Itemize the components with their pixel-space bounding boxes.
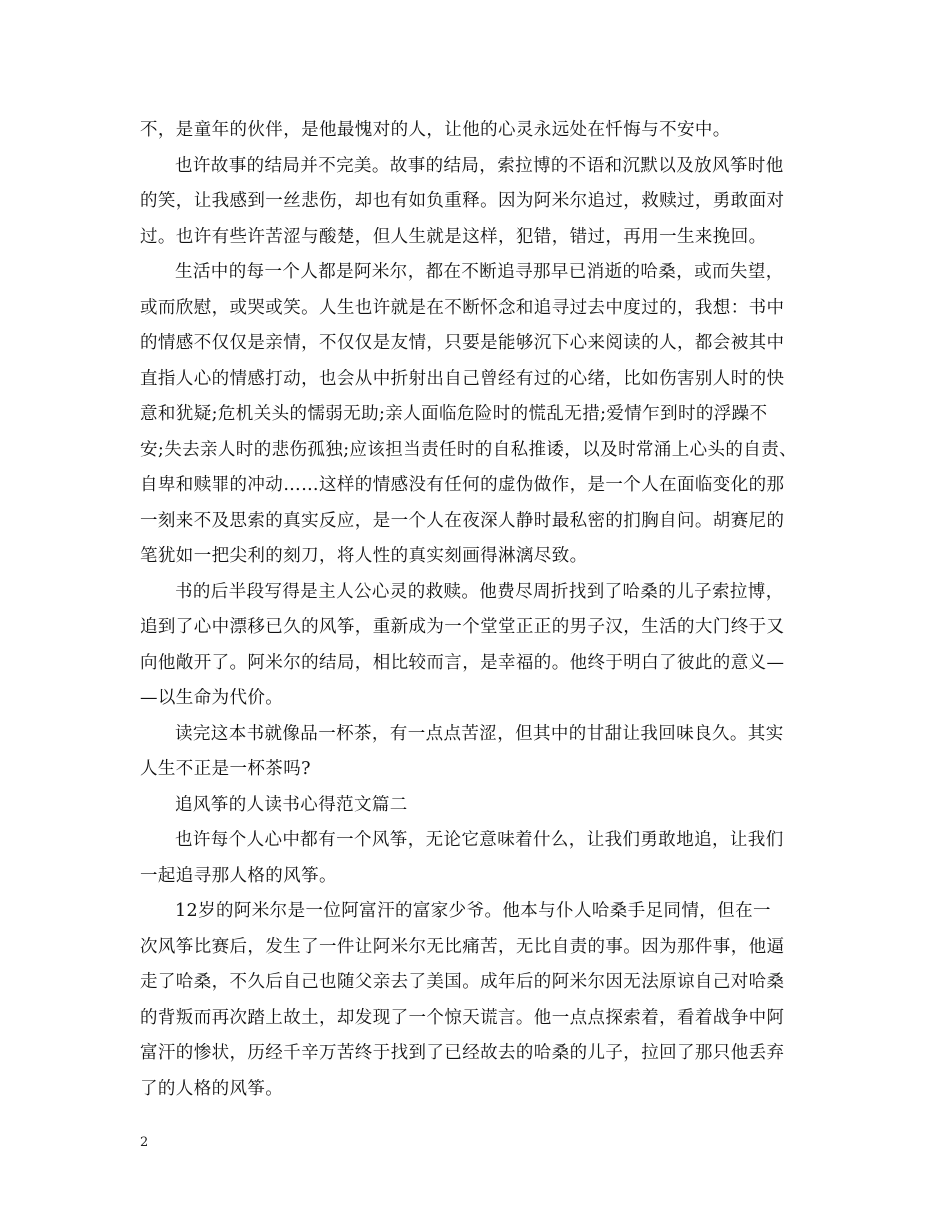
text-line: 或而欣慰，或哭或笑。人生也许就是在不断怀念和追寻过去中度过的，我想：书中 [140,298,785,318]
text-line: 自卑和赎罪的冲动……这样的情感没有任何的虚伪做作，是一个人在面临变化的那 [140,475,785,495]
text-line: 安;失去亲人时的悲伤孤独;应该担当责任时的自私推诿，以及时常涌上心头的自责、 [140,440,797,460]
text-line: 也许每个人心中都有一个风筝，无论它意味着什么，让我们勇敢地追，让我们 [175,830,784,850]
text-line: 笔犹如一把尖利的刻刀，将人性的真实刻画得淋漓尽致。 [140,546,588,566]
text-line: 意和犹疑;危机关头的懦弱无助;亲人面临危险时的慌乱无措;爱情乍到时的浮躁不 [140,404,768,424]
page-number: 2 [140,1135,149,1150]
section-heading: 追风筝的人读书心得范文篇二 [175,795,408,815]
text-line: 一刻来不及思索的真实反应，是一个人在夜深人静时最私密的扪胸自问。胡赛尼的 [140,511,785,531]
text-line: 的笑，让我感到一丝悲伤，却也有如负重释。因为阿米尔追过，救赎过，勇敢面对 [140,191,785,211]
text-line: 书的后半段写得是主人公心灵的救赎。他费尽周折找到了哈桑的儿子索拉博， [175,582,784,602]
text-line: 走了哈桑，不久后自己也随父亲去了美国。成年后的阿米尔因无法原谅自己对哈桑 [140,972,785,992]
text-line: 次风筝比赛后，发生了一件让阿米尔无比痛苦，无比自责的事。因为那件事，他逼 [140,937,785,957]
text-line: 直指人心的情感打动，也会从中折射出自己曾经有过的心绪，比如伤害别人时的快 [140,369,785,389]
text-line: 向他敞开了。阿米尔的结局，相比较而言，是幸福的。他终于明白了彼此的意义— [140,653,785,673]
text-line: 生活中的每一个人都是阿米尔，都在不断追寻那早已消逝的哈桑，或而失望， [175,262,784,282]
text-line: —以生命为代价。 [140,688,284,708]
text-line: 追到了心中漂移已久的风筝，重新成为一个堂堂正正的男子汉，生活的大门终于又 [140,617,785,637]
text-line: 一起追寻那人格的风筝。 [140,866,337,886]
text-line: 人生不正是一杯茶吗? [140,759,311,779]
text-line: 读完这本书就像品一杯茶，有一点点苦涩，但其中的甘甜让我回味良久。其实 [175,724,784,744]
text-line: 过。也许有些许苦涩与酸楚，但人生就是这样，犯错，错过，再用一生来挽回。 [140,227,767,247]
text-line: 不，是童年的伙伴，是他最愧对的人，让他的心灵永远处在忏悔与不安中。 [140,120,731,140]
text-line: 也许故事的结局并不完美。故事的结局，索拉博的不语和沉默以及放风筝时他 [175,156,784,176]
text-line: 的情感不仅仅是亲情，不仅仅是友情，只要是能够沉下心来阅读的人，都会被其中 [140,333,785,353]
text-line: 12岁的阿米尔是一位阿富汗的富家少爷。他本与仆人哈桑手足同情，但在一 [175,901,771,921]
text-line: 了的人格的风筝。 [140,1079,284,1099]
text-line: 的背叛而再次踏上故土，却发现了一个惊天谎言。他一点点探索着，看着战争中阿 [140,1008,785,1028]
text-line: 富汗的惨状，历经千辛万苦终于找到了已经故去的哈桑的儿子，拉回了那只他丢弃 [140,1043,785,1063]
